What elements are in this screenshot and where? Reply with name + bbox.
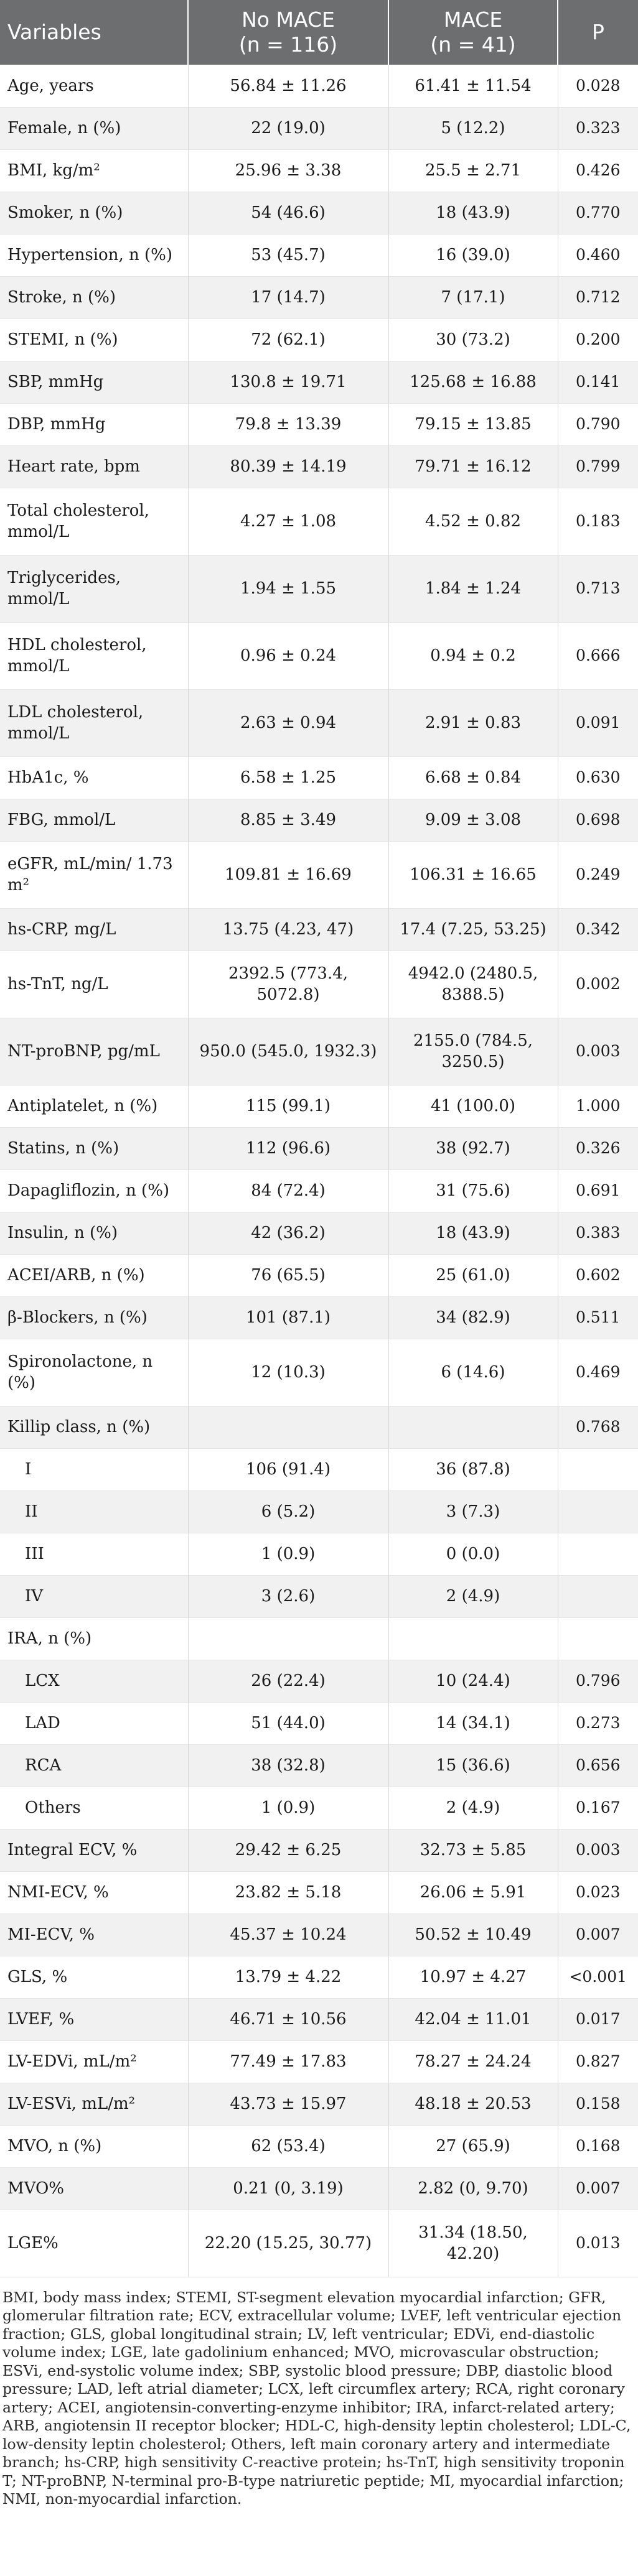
cell-mace: 14 (34.1) <box>388 1702 558 1744</box>
cell-p-value: 0.017 <box>558 1998 638 2040</box>
cell-no-mace: 54 (46.6) <box>188 192 388 234</box>
cell-p-value: 0.013 <box>558 2210 638 2277</box>
cell-mace: 27 (65.9) <box>388 2125 558 2167</box>
header-no-mace-count: (n = 116) <box>238 32 338 57</box>
table-row <box>0 1702 638 1744</box>
cell-mace: 26.06 ± 5.91 <box>388 1871 558 1913</box>
table-row <box>0 1998 638 2040</box>
cell-p-value: 0.827 <box>558 2040 638 2083</box>
cell-no-mace: 6 (5.2) <box>188 1490 388 1533</box>
table-row <box>0 1871 638 1913</box>
cell-p-value: 0.666 <box>558 622 638 689</box>
cell-p-value: 0.712 <box>558 276 638 319</box>
cell-p-value: 0.249 <box>558 841 638 908</box>
cell-no-mace <box>188 1617 388 1660</box>
cell-variable: Stroke, n (%) <box>0 276 188 319</box>
cell-variable: MVO, n (%) <box>0 2125 188 2167</box>
cell-no-mace: 84 (72.4) <box>188 1169 388 1212</box>
header-no-mace <box>188 0 388 65</box>
cell-mace: 42.04 ± 11.01 <box>388 1998 558 2040</box>
cell-mace: 2.82 (0, 9.70) <box>388 2167 558 2210</box>
cell-no-mace: 51 (44.0) <box>188 1702 388 1744</box>
table-row <box>0 488 638 555</box>
cell-no-mace: 950.0 (545.0, 1932.3) <box>188 1018 388 1085</box>
cell-mace: 6 (14.6) <box>388 1339 558 1406</box>
cell-variable: Statins, n (%) <box>0 1127 188 1169</box>
cell-p-value: 0.273 <box>558 1702 638 1744</box>
cell-p-value: 0.023 <box>558 1871 638 1913</box>
table-row <box>0 1533 638 1575</box>
table-row <box>0 65 638 107</box>
cell-no-mace: 1.94 ± 1.55 <box>188 555 388 622</box>
cell-variable: IV <box>0 1575 188 1617</box>
table-row <box>0 149 638 192</box>
cell-p-value: 0.770 <box>558 192 638 234</box>
cell-p-value <box>558 1617 638 1660</box>
cell-mace: 31 (75.6) <box>388 1169 558 1212</box>
cell-variable: IRA, n (%) <box>0 1617 188 1660</box>
cell-p-value: 0.426 <box>558 149 638 192</box>
cell-p-value: 0.383 <box>558 1212 638 1254</box>
table-row <box>0 234 638 276</box>
cell-no-mace: 0.96 ± 0.24 <box>188 622 388 689</box>
cell-no-mace: 4.27 ± 1.08 <box>188 488 388 555</box>
cell-mace: 36 (87.8) <box>388 1448 558 1490</box>
table-row <box>0 2125 638 2167</box>
cell-no-mace: 45.37 ± 10.24 <box>188 1913 388 1956</box>
cell-variable: NT-proBNP, pg/mL <box>0 1018 188 1085</box>
cell-variable: BMI, kg/m² <box>0 149 188 192</box>
table-row <box>0 622 638 689</box>
cell-mace: 125.68 ± 16.88 <box>388 361 558 403</box>
cell-variable: DBP, mmHg <box>0 403 188 445</box>
table-row <box>0 1829 638 1871</box>
cell-p-value <box>558 1575 638 1617</box>
cell-mace: 9.09 ± 3.08 <box>388 799 558 841</box>
cell-no-mace: 109.81 ± 16.69 <box>188 841 388 908</box>
cell-no-mace: 6.58 ± 1.25 <box>188 756 388 799</box>
cell-mace: 79.15 ± 13.85 <box>388 403 558 445</box>
cell-mace: 106.31 ± 16.65 <box>388 841 558 908</box>
cell-variable: LV-EDVi, mL/m² <box>0 2040 188 2083</box>
table-row <box>0 1956 638 1998</box>
table-row <box>0 1617 638 1660</box>
table-row <box>0 1406 638 1448</box>
cell-p-value: 0.630 <box>558 756 638 799</box>
cell-no-mace: 1 (0.9) <box>188 1787 388 1829</box>
table-row <box>0 841 638 908</box>
table-row <box>0 1787 638 1829</box>
cell-p-value: 0.028 <box>558 65 638 107</box>
cell-mace <box>388 1406 558 1448</box>
cell-variable: NMI-ECV, % <box>0 1871 188 1913</box>
cell-mace: 15 (36.6) <box>388 1744 558 1787</box>
table-row <box>0 1490 638 1533</box>
cell-no-mace: 38 (32.8) <box>188 1744 388 1787</box>
cell-mace: 38 (92.7) <box>388 1127 558 1169</box>
cell-no-mace: 130.8 ± 19.71 <box>188 361 388 403</box>
table-row <box>0 319 638 361</box>
table-row <box>0 445 638 488</box>
cell-no-mace: 115 (99.1) <box>188 1085 388 1127</box>
cell-no-mace: 12 (10.3) <box>188 1339 388 1406</box>
table-row <box>0 689 638 756</box>
cell-p-value: 0.796 <box>558 1660 638 1702</box>
cell-variable: Dapagliflozin, n (%) <box>0 1169 188 1212</box>
cell-mace: 3 (7.3) <box>388 1490 558 1533</box>
cell-no-mace: 106 (91.4) <box>188 1448 388 1490</box>
cell-p-value: 0.158 <box>558 2083 638 2125</box>
table-header <box>0 0 638 65</box>
cell-variable: Heart rate, bpm <box>0 445 188 488</box>
cell-p-value: 0.003 <box>558 1018 638 1085</box>
cell-variable: STEMI, n (%) <box>0 319 188 361</box>
cell-no-mace: 23.82 ± 5.18 <box>188 1871 388 1913</box>
cell-mace: 10 (24.4) <box>388 1660 558 1702</box>
cell-no-mace: 46.71 ± 10.56 <box>188 1998 388 2040</box>
cell-mace: 16 (39.0) <box>388 234 558 276</box>
table-row <box>0 908 638 951</box>
cell-mace: 4942.0 (2480.5, 8388.5) <box>388 951 558 1018</box>
table-row <box>0 361 638 403</box>
cell-mace: 41 (100.0) <box>388 1085 558 1127</box>
cell-no-mace: 29.42 ± 6.25 <box>188 1829 388 1871</box>
cell-mace: 61.41 ± 11.54 <box>388 65 558 107</box>
cell-p-value: 0.326 <box>558 1127 638 1169</box>
header-p-value: P <box>558 0 638 65</box>
cell-p-value: 0.323 <box>558 107 638 149</box>
cell-mace <box>388 1617 558 1660</box>
cell-p-value <box>558 1490 638 1533</box>
cell-variable: SBP, mmHg <box>0 361 188 403</box>
cell-variable: Total cholesterol, mmol/L <box>0 488 188 555</box>
cell-mace: 2.91 ± 0.83 <box>388 689 558 756</box>
cell-variable: II <box>0 1490 188 1533</box>
table-row <box>0 107 638 149</box>
cell-no-mace: 2.63 ± 0.94 <box>188 689 388 756</box>
cell-no-mace: 13.75 (4.23, 47) <box>188 908 388 951</box>
table-row <box>0 1575 638 1617</box>
cell-no-mace: 76 (65.5) <box>188 1254 388 1296</box>
cell-p-value: 0.768 <box>558 1406 638 1448</box>
cell-no-mace: 2392.5 (773.4, 5072.8) <box>188 951 388 1018</box>
cell-variable: I <box>0 1448 188 1490</box>
cell-variable: hs-CRP, mg/L <box>0 908 188 951</box>
table-row <box>0 1744 638 1787</box>
cell-variable: hs-TnT, ng/L <box>0 951 188 1018</box>
cell-variable: Age, years <box>0 65 188 107</box>
cell-variable: LDL cholesterol, mmol/L <box>0 689 188 756</box>
cell-p-value: 0.167 <box>558 1787 638 1829</box>
cell-variable: eGFR, mL/min/ 1.73 m² <box>0 841 188 908</box>
cell-variable: RCA <box>0 1744 188 1787</box>
cell-p-value: 1.000 <box>558 1085 638 1127</box>
table-body <box>0 65 638 2277</box>
cell-variable: GLS, % <box>0 1956 188 1998</box>
cell-no-mace: 22 (19.0) <box>188 107 388 149</box>
cell-mace: 34 (82.9) <box>388 1296 558 1339</box>
header-no-mace-title: No MACE <box>242 7 335 32</box>
cell-p-value: 0.200 <box>558 319 638 361</box>
cell-no-mace: 3 (2.6) <box>188 1575 388 1617</box>
table-row <box>0 1085 638 1127</box>
table-row <box>0 2210 638 2277</box>
cell-variable: Killip class, n (%) <box>0 1406 188 1448</box>
table-row <box>0 1127 638 1169</box>
table-row <box>0 1339 638 1406</box>
table-row <box>0 555 638 622</box>
cell-no-mace: 42 (36.2) <box>188 1212 388 1254</box>
cell-mace: 7 (17.1) <box>388 276 558 319</box>
cell-variable: Insulin, n (%) <box>0 1212 188 1254</box>
cell-mace: 2 (4.9) <box>388 1787 558 1829</box>
cell-mace: 17.4 (7.25, 53.25) <box>388 908 558 951</box>
cell-no-mace: 1 (0.9) <box>188 1533 388 1575</box>
cell-p-value: 0.007 <box>558 1913 638 1956</box>
cell-p-value <box>558 1533 638 1575</box>
header-mace-title: MACE <box>443 7 503 32</box>
cell-variable: LVEF, % <box>0 1998 188 2040</box>
table-row <box>0 1913 638 1956</box>
table-row <box>0 1660 638 1702</box>
cell-p-value: 0.183 <box>558 488 638 555</box>
cell-variable: Integral ECV, % <box>0 1829 188 1871</box>
cell-p-value: 0.003 <box>558 1829 638 1871</box>
cell-no-mace: 80.39 ± 14.19 <box>188 445 388 488</box>
cell-variable: LV-ESVi, mL/m² <box>0 2083 188 2125</box>
table-row <box>0 2040 638 2083</box>
cell-mace: 25.5 ± 2.71 <box>388 149 558 192</box>
header-variables: Variables <box>0 0 188 65</box>
cell-p-value: 0.691 <box>558 1169 638 1212</box>
cell-mace: 6.68 ± 0.84 <box>388 756 558 799</box>
cell-no-mace: 0.21 (0, 3.19) <box>188 2167 388 2210</box>
cell-mace: 2 (4.9) <box>388 1575 558 1617</box>
cell-mace: 4.52 ± 0.82 <box>388 488 558 555</box>
cell-no-mace: 8.85 ± 3.49 <box>188 799 388 841</box>
cell-p-value: 0.698 <box>558 799 638 841</box>
cell-no-mace: 62 (53.4) <box>188 2125 388 2167</box>
cell-variable: HDL cholesterol, mmol/L <box>0 622 188 689</box>
cell-mace: 2155.0 (784.5, 3250.5) <box>388 1018 558 1085</box>
cell-p-value: 0.091 <box>558 689 638 756</box>
cell-mace: 32.73 ± 5.85 <box>388 1829 558 1871</box>
cell-variable: Hypertension, n (%) <box>0 234 188 276</box>
cell-variable: FBG, mmol/L <box>0 799 188 841</box>
cell-mace: 79.71 ± 16.12 <box>388 445 558 488</box>
cell-no-mace: 53 (45.7) <box>188 234 388 276</box>
cell-variable: Others <box>0 1787 188 1829</box>
cell-variable: β-Blockers, n (%) <box>0 1296 188 1339</box>
cell-mace: 25 (61.0) <box>388 1254 558 1296</box>
cell-no-mace: 25.96 ± 3.38 <box>188 149 388 192</box>
table-row <box>0 799 638 841</box>
cell-no-mace: 77.49 ± 17.83 <box>188 2040 388 2083</box>
table-row <box>0 1212 638 1254</box>
cell-variable: ACEI/ARB, n (%) <box>0 1254 188 1296</box>
cell-variable: MI-ECV, % <box>0 1913 188 1956</box>
cell-p-value: 0.469 <box>558 1339 638 1406</box>
cell-p-value: 0.602 <box>558 1254 638 1296</box>
cell-p-value: 0.460 <box>558 234 638 276</box>
cell-p-value: 0.342 <box>558 908 638 951</box>
table-row <box>0 2167 638 2210</box>
table-row <box>0 1296 638 1339</box>
cell-no-mace <box>188 1406 388 1448</box>
cell-mace: 30 (73.2) <box>388 319 558 361</box>
cell-variable: Female, n (%) <box>0 107 188 149</box>
cell-variable: Triglycerides, mmol/L <box>0 555 188 622</box>
cell-no-mace: 79.8 ± 13.39 <box>188 403 388 445</box>
cell-mace: 31.34 (18.50, 42.20) <box>388 2210 558 2277</box>
cell-mace: 10.97 ± 4.27 <box>388 1956 558 1998</box>
header-mace-count: (n = 41) <box>430 32 516 57</box>
cell-no-mace: 56.84 ± 11.26 <box>188 65 388 107</box>
cell-variable: III <box>0 1533 188 1575</box>
cell-variable: Antiplatelet, n (%) <box>0 1085 188 1127</box>
cell-variable: LGE% <box>0 2210 188 2277</box>
cell-variable: Smoker, n (%) <box>0 192 188 234</box>
cell-p-value: 0.713 <box>558 555 638 622</box>
cell-mace: 78.27 ± 24.24 <box>388 2040 558 2083</box>
cell-p-value: 0.799 <box>558 445 638 488</box>
cell-variable: LAD <box>0 1702 188 1744</box>
cell-p-value: 0.656 <box>558 1744 638 1787</box>
cell-variable: MVO% <box>0 2167 188 2210</box>
cell-mace: 5 (12.2) <box>388 107 558 149</box>
table-row <box>0 1169 638 1212</box>
cell-variable: LCX <box>0 1660 188 1702</box>
cell-variable: HbA1c, % <box>0 756 188 799</box>
cell-p-value: 0.511 <box>558 1296 638 1339</box>
cell-mace: 18 (43.9) <box>388 1212 558 1254</box>
cell-p-value: 0.007 <box>558 2167 638 2210</box>
cell-p-value: 0.790 <box>558 403 638 445</box>
cell-no-mace: 72 (62.1) <box>188 319 388 361</box>
cell-mace: 48.18 ± 20.53 <box>388 2083 558 2125</box>
table-row <box>0 1254 638 1296</box>
cell-no-mace: 13.79 ± 4.22 <box>188 1956 388 1998</box>
table-row <box>0 951 638 1018</box>
cell-no-mace: 112 (96.6) <box>188 1127 388 1169</box>
table-row <box>0 1018 638 1085</box>
cell-no-mace: 26 (22.4) <box>188 1660 388 1702</box>
cell-p-value: <0.001 <box>558 1956 638 1998</box>
cell-mace: 0 (0.0) <box>388 1533 558 1575</box>
cell-variable: Spironolactone, n (%) <box>0 1339 188 1406</box>
cell-p-value: 0.002 <box>558 951 638 1018</box>
cell-no-mace: 22.20 (15.25, 30.77) <box>188 2210 388 2277</box>
cell-p-value <box>558 1448 638 1490</box>
cell-p-value: 0.141 <box>558 361 638 403</box>
table-row <box>0 192 638 234</box>
table-row <box>0 1448 638 1490</box>
table-footnote: BMI, body mass index; STEMI, ST-segment elevation myocardial infarction; GFR, glomerular filtration rate; ECV, extracellular volume; LVEF, left ventricular ejection fraction; GLS, global longitudinal strain; LV, left ventricular; EDVi, end-diastolic volume index; LGE, late gadolinium enhanced; MVO, microvascular obstruction; ESVi, end-systolic volume index; SBP, systolic blood pressure; DBP, diastolic blood pressure; LAD, left atrial diameter; LCX, left circumflex artery; RCA, right coronary artery; ACEI, angiotensin-converting-enzyme inhibitor; IRA, infarct-related artery; ARB, angiotensin II receptor blocker; HDL-C, high-density leptin cholesterol; LDL-C, low-density leptin cholesterol; Others, left main coronary artery and intermediate branch; hs-CRP, high sensitivity C-reactive protein; hs-TnT, high sensitivity troponin T; NT-proBNP, N-terminal pro-B-type natriuretic peptide; MI, myocardial infarction; NMI, non-myocardial infarction. <box>2 2288 631 2508</box>
table-row <box>0 2083 638 2125</box>
table-row <box>0 403 638 445</box>
header-mace <box>388 0 558 65</box>
cell-mace: 0.94 ± 0.2 <box>388 622 558 689</box>
cell-no-mace: 101 (87.1) <box>188 1296 388 1339</box>
cell-p-value: 0.168 <box>558 2125 638 2167</box>
cell-mace: 18 (43.9) <box>388 192 558 234</box>
table-row <box>0 756 638 799</box>
table-row <box>0 276 638 319</box>
cell-no-mace: 17 (14.7) <box>188 276 388 319</box>
cell-mace: 1.84 ± 1.24 <box>388 555 558 622</box>
cell-mace: 50.52 ± 10.49 <box>388 1913 558 1956</box>
cell-no-mace: 43.73 ± 15.97 <box>188 2083 388 2125</box>
